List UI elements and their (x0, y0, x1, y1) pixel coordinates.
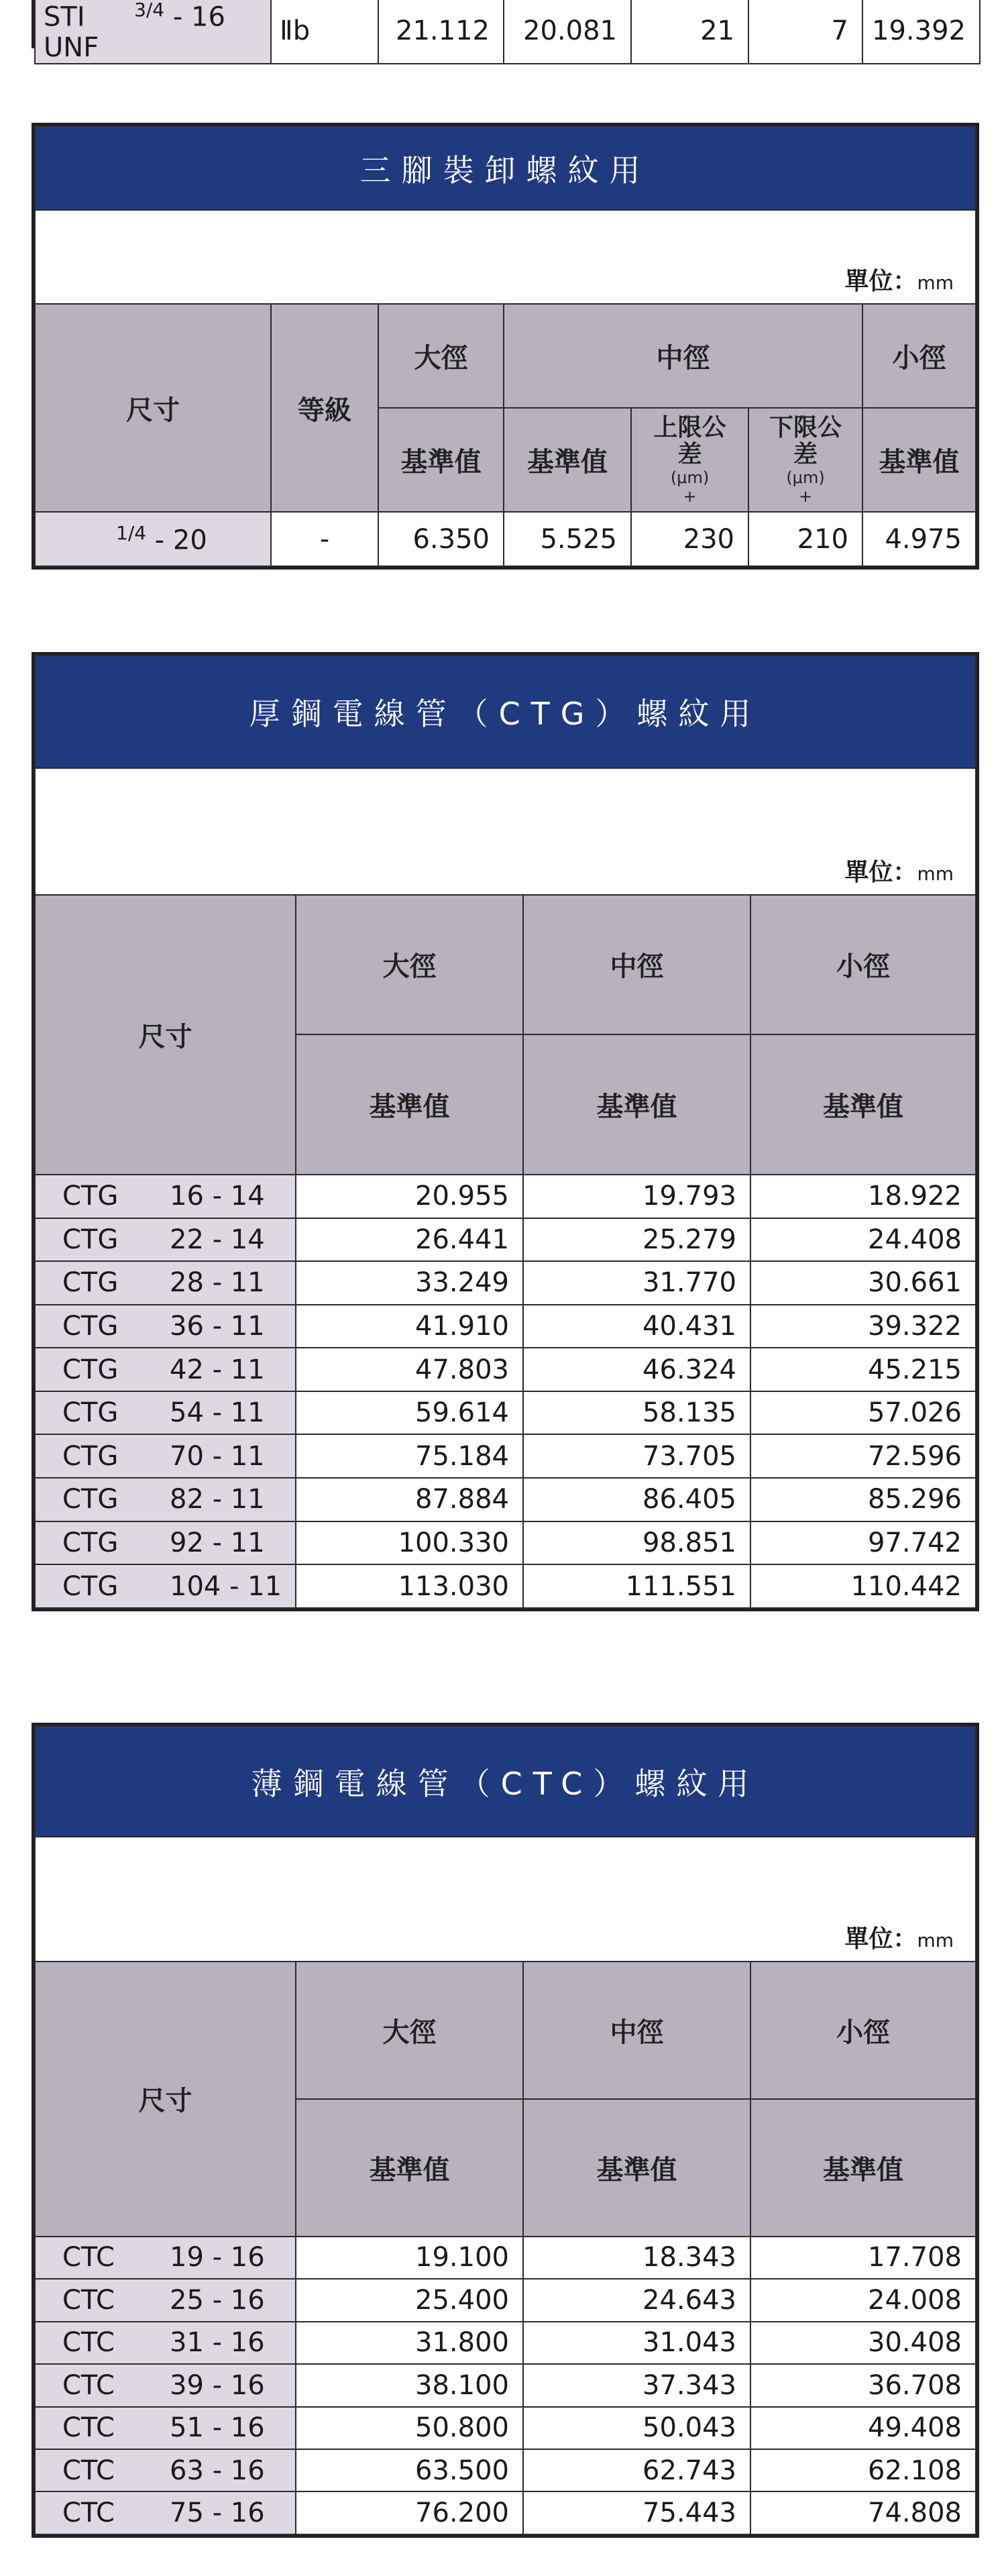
table-row (35, 1261, 976, 1305)
size-cell (35, 1434, 296, 1478)
sti-major: 21.112 (378, 0, 504, 64)
minor-value: 24.008 (750, 2279, 976, 2321)
tripod-grade: - (271, 512, 378, 566)
header-size: 尺寸 (35, 895, 296, 1175)
table-row (35, 1218, 976, 1262)
header-major: 大徑 (296, 1962, 523, 2099)
minor-value: 24.408 (750, 1218, 976, 1262)
minor-value: 36.708 (750, 2364, 976, 2406)
size-cell (35, 2407, 296, 2449)
sti-minor: 19.392 (862, 0, 980, 64)
header-minor-basic: 基準值 (862, 408, 976, 512)
table-row (35, 2407, 976, 2449)
upper-tol-sign: + (683, 486, 697, 506)
ctc-thread-table (32, 1723, 979, 2538)
size-value: 28 - 11 (170, 1267, 265, 1299)
tripod-size (35, 512, 271, 566)
header-grade: 等級 (271, 304, 378, 512)
size-cell (35, 2322, 296, 2364)
pitch-value: 58.135 (523, 1391, 750, 1435)
size-cell (35, 1175, 296, 1218)
sti-prefix: STI (44, 1, 85, 33)
minor-value: 72.596 (750, 1434, 976, 1478)
size-cell (35, 1478, 296, 1521)
minor-value: 62.108 (750, 2449, 976, 2491)
ctg-title: 厚鋼電線管（CTG）螺紋用 (35, 655, 976, 768)
size-value: 36 - 11 (170, 1311, 265, 1342)
major-value: 63.500 (296, 2449, 523, 2491)
header-minor-basic: 基準值 (750, 2099, 976, 2237)
header-minor-basic: 基準值 (750, 1034, 976, 1175)
unit-label: 單位： (844, 858, 917, 886)
size-cell (35, 1348, 296, 1391)
table-row (35, 1434, 976, 1478)
header-major-basic: 基準值 (296, 1034, 523, 1175)
pitch-value: 111.551 (523, 1564, 750, 1608)
tripod-lower: 210 (748, 512, 862, 566)
size-cell (35, 2449, 296, 2491)
minor-value: 17.708 (750, 2237, 976, 2279)
size-cell (35, 2364, 296, 2406)
minor-value: 97.742 (750, 1521, 976, 1565)
pitch-value: 50.043 (523, 2407, 750, 2449)
header-minor: 小徑 (750, 895, 976, 1035)
tripod-size-rest: - 20 (146, 525, 207, 556)
pitch-value: 31.043 (523, 2322, 750, 2364)
major-value: 26.441 (296, 1218, 523, 1262)
table-row (35, 2237, 976, 2279)
size-cell (35, 2279, 296, 2321)
tripod-size-fraction: 1/4 (116, 522, 147, 545)
size-prefix: CTC (62, 2327, 115, 2359)
sti-size-cell (35, 0, 271, 64)
tripod-title: 三腳裝卸螺紋用 (35, 126, 976, 210)
header-pitch-basic: 基準值 (523, 1034, 750, 1175)
header-major-basic: 基準值 (378, 408, 504, 512)
table-row (35, 1478, 976, 1521)
size-cell (35, 2491, 296, 2534)
table-row (35, 2364, 976, 2406)
minor-value: 57.026 (750, 1391, 976, 1435)
major-value: 20.955 (296, 1175, 523, 1218)
table-row (35, 2491, 976, 2534)
header-major: 大徑 (378, 304, 504, 408)
size-value: 19 - 16 (170, 2242, 265, 2273)
size-value: 82 - 11 (170, 1484, 265, 1515)
size-cell (35, 1218, 296, 1262)
size-prefix: CTC (62, 2242, 115, 2273)
table-row (35, 1348, 976, 1391)
size-prefix: CTG (62, 1354, 119, 1385)
table-row (35, 1175, 976, 1218)
header-size: 尺寸 (35, 304, 271, 512)
table-row (35, 1564, 976, 1608)
size-prefix: CTG (62, 1570, 119, 1602)
unit-value: mm (917, 272, 954, 294)
header-major: 大徑 (296, 895, 523, 1035)
minor-value: 74.808 (750, 2491, 976, 2534)
size-value: 39 - 16 (170, 2369, 265, 2401)
major-value: 113.030 (296, 1564, 523, 1608)
size-value: 70 - 11 (170, 1440, 265, 1472)
size-prefix: CTG (62, 1440, 119, 1472)
major-value: 50.800 (296, 2407, 523, 2449)
unit-label: 單位： (844, 1925, 917, 1953)
header-size: 尺寸 (35, 1962, 296, 2237)
size-prefix: CTG (62, 1311, 119, 1342)
size-prefix: CTG (62, 1527, 119, 1558)
major-value: 31.800 (296, 2322, 523, 2364)
size-prefix: CTC (62, 2284, 115, 2316)
minor-value: 30.661 (750, 1261, 976, 1305)
pitch-value: 25.279 (523, 1218, 750, 1262)
size-value: 42 - 11 (170, 1354, 265, 1385)
unit-label: 單位： (844, 268, 917, 295)
table-row (35, 2279, 976, 2321)
header-pitch-basic: 基準值 (523, 2099, 750, 2237)
size-value: 104 - 11 (170, 1570, 282, 1602)
size-prefix: CTG (62, 1224, 119, 1255)
major-value: 47.803 (296, 1348, 523, 1391)
pitch-value: 40.431 (523, 1305, 750, 1348)
sti-upper: 21 (631, 0, 748, 64)
size-prefix: CTG (62, 1397, 119, 1429)
minor-value: 49.408 (750, 2407, 976, 2449)
lower-tol-label: 下限公差 (769, 413, 842, 468)
size-value: 25 - 16 (170, 2284, 265, 2316)
ctc-unit (35, 1837, 976, 1961)
pitch-value: 19.793 (523, 1175, 750, 1218)
size-cell (35, 1564, 296, 1608)
unit-value: mm (917, 1929, 954, 1951)
ctg-thread-table (32, 652, 979, 1611)
size-value: 92 - 11 (170, 1527, 265, 1558)
pitch-value: 24.643 (523, 2279, 750, 2321)
size-prefix: CTC (62, 2412, 115, 2444)
major-value: 33.249 (296, 1261, 523, 1305)
minor-value: 85.296 (750, 1478, 976, 1521)
header-pitch-basic: 基準值 (504, 408, 631, 512)
pitch-value: 62.743 (523, 2449, 750, 2491)
table-row (35, 1391, 976, 1435)
table-row (35, 1305, 976, 1348)
sti-pitch: 20.081 (504, 0, 631, 64)
minor-value: 39.322 (750, 1305, 976, 1348)
pitch-value: 37.343 (523, 2364, 750, 2406)
major-value: 75.184 (296, 1434, 523, 1478)
pitch-value: 86.405 (523, 1478, 750, 1521)
pitch-value: 98.851 (523, 1521, 750, 1565)
minor-value: 45.215 (750, 1348, 976, 1391)
major-value: 41.910 (296, 1305, 523, 1348)
pitch-value: 46.324 (523, 1348, 750, 1391)
size-cell (35, 1391, 296, 1435)
minor-value: 18.922 (750, 1175, 976, 1218)
header-minor: 小徑 (750, 1962, 976, 2099)
unit-value: mm (917, 862, 954, 885)
sti-grade: Ⅱb (271, 0, 378, 64)
size-prefix: CTC (62, 2498, 115, 2529)
size-value: 63 - 16 (170, 2455, 265, 2486)
lower-tol-sign: + (798, 486, 813, 506)
size-value: 16 - 14 (170, 1181, 265, 1212)
table-row (35, 0, 980, 64)
major-value: 100.330 (296, 1521, 523, 1565)
major-value: 87.884 (296, 1478, 523, 1521)
tripod-minor: 4.975 (862, 512, 976, 566)
sti-partial-table (32, 0, 979, 64)
size-cell (35, 1521, 296, 1565)
tripod-major: 6.350 (378, 512, 504, 566)
size-prefix: CTC (62, 2455, 115, 2486)
minor-value: 30.408 (750, 2322, 976, 2364)
size-cell (35, 1261, 296, 1305)
tripod-unit (35, 210, 976, 304)
pitch-value: 73.705 (523, 1434, 750, 1478)
size-prefix: CTG (62, 1484, 119, 1515)
pitch-value: 31.770 (523, 1261, 750, 1305)
size-prefix: CTG (62, 1267, 119, 1299)
tripod-thread-table (32, 123, 979, 570)
upper-tol-label: 上限公差 (653, 413, 726, 468)
pitch-value: 75.443 (523, 2491, 750, 2534)
table-row (35, 1521, 976, 1565)
sti-lower: 7 (748, 0, 862, 64)
size-value: 31 - 16 (170, 2327, 265, 2359)
size-value: 51 - 16 (170, 2412, 265, 2444)
size-cell (35, 1305, 296, 1348)
ctg-unit (35, 768, 976, 894)
major-value: 25.400 (296, 2279, 523, 2321)
major-value: 38.100 (296, 2364, 523, 2406)
size-value: 75 - 16 (170, 2498, 265, 2529)
lower-tol-unit: (μm) (786, 468, 825, 487)
major-value: 76.200 (296, 2491, 523, 2534)
header-lower-tol (748, 408, 862, 512)
major-value: 59.614 (296, 1391, 523, 1435)
tripod-upper: 230 (631, 512, 748, 566)
header-major-basic: 基準值 (296, 2099, 523, 2237)
sti-fraction: 3/4 (134, 0, 165, 21)
major-value: 19.100 (296, 2237, 523, 2279)
tripod-pitch: 5.525 (504, 512, 631, 566)
sti-thread: - 16 UNF (44, 1, 225, 64)
size-value: 22 - 14 (170, 1224, 265, 1255)
header-pitch: 中徑 (523, 895, 750, 1035)
header-upper-tol (631, 408, 748, 512)
size-cell (35, 2237, 296, 2279)
pitch-value: 18.343 (523, 2237, 750, 2279)
table-row (35, 2449, 976, 2491)
ctc-title: 薄鋼電線管（CTC）螺紋用 (35, 1726, 976, 1837)
header-minor: 小徑 (862, 304, 976, 408)
minor-value: 110.442 (750, 1564, 976, 1608)
size-prefix: CTC (62, 2369, 115, 2401)
header-pitch: 中徑 (504, 304, 862, 408)
table-row (35, 512, 976, 566)
header-pitch: 中徑 (523, 1962, 750, 2099)
upper-tol-unit: (μm) (670, 468, 710, 487)
table-row (35, 2322, 976, 2364)
size-prefix: CTG (62, 1181, 119, 1212)
size-value: 54 - 11 (170, 1397, 265, 1429)
